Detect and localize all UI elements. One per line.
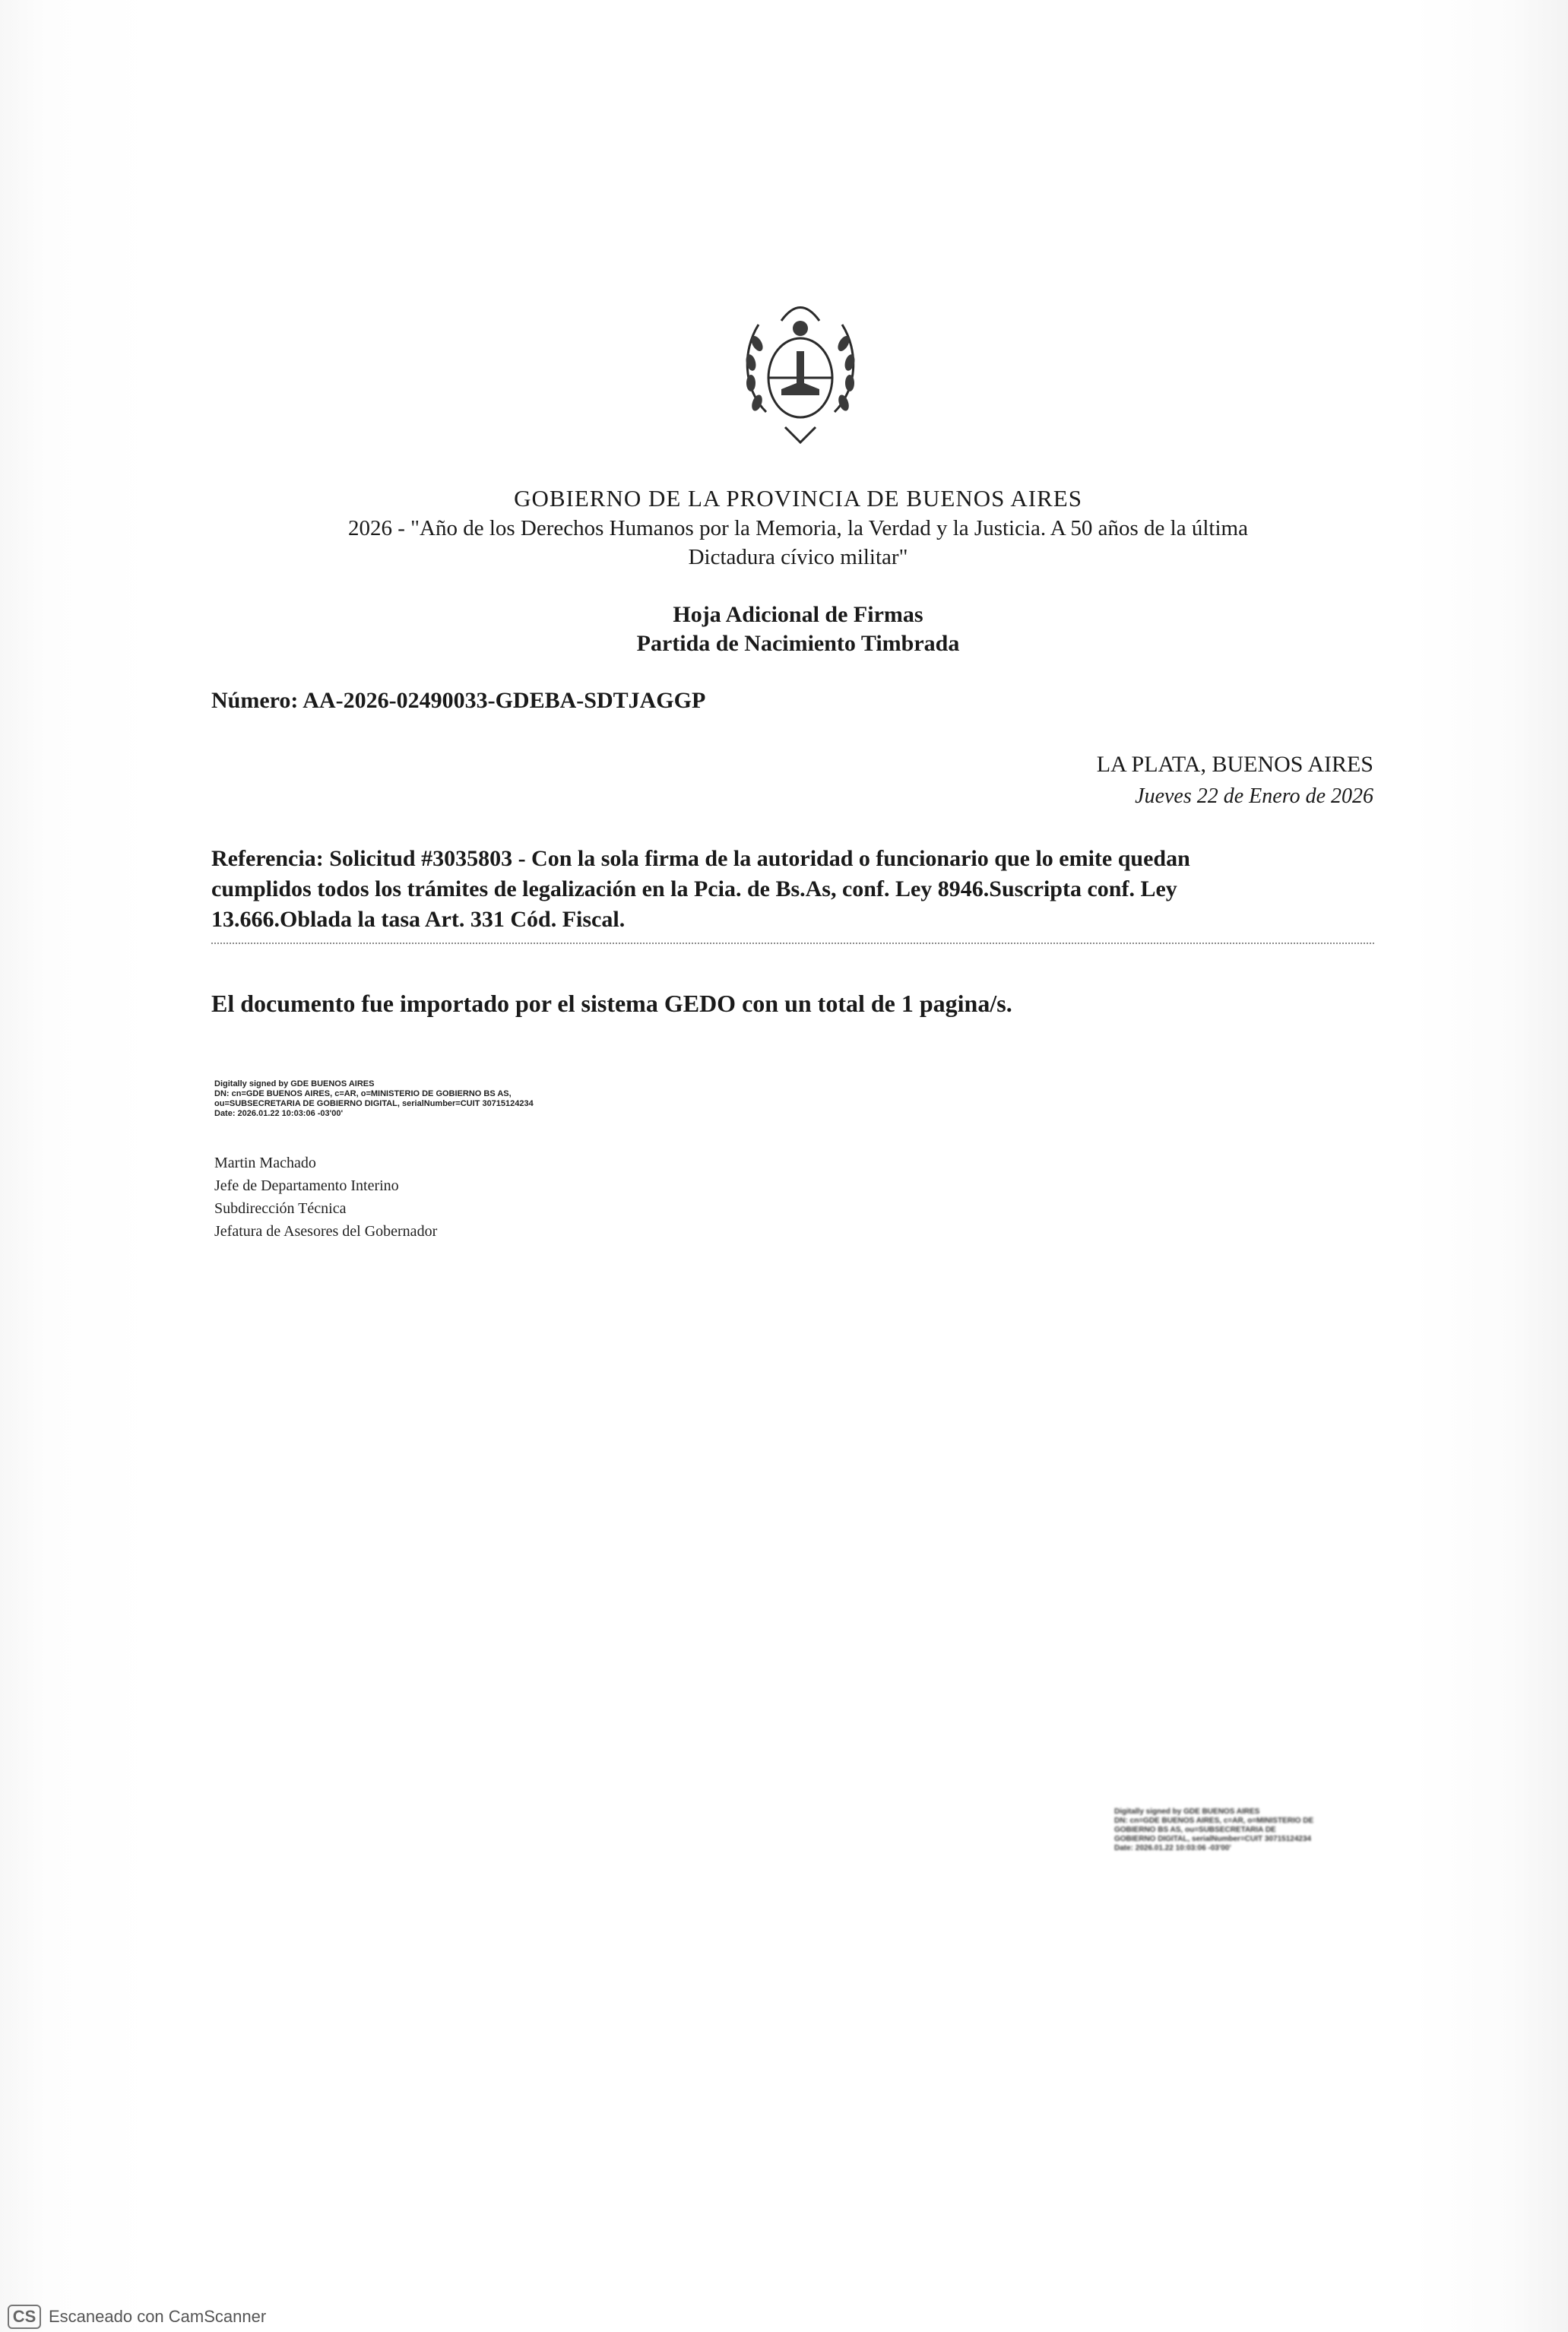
reference-text-1: Solicitud #3035803 - Con la sola firma de la autoridad o funcionario que lo emite quedan (329, 846, 1190, 871)
dotted-divider (211, 943, 1374, 944)
camscanner-logo-icon: CS (8, 2305, 41, 2329)
signer-block (214, 1152, 437, 1243)
digital-signature-line-2: DN: cn=GDE BUENOS AIRES, c=AR, o=MINISTERIO DE GOBIERNO BS AS, (214, 1089, 512, 1098)
date: Jueves 22 de Enero de 2026 (1135, 784, 1373, 808)
document-titles (190, 600, 1406, 658)
reference-line-2: cumplidos todos los trámites de legalización en la Pcia. de Bs.As, conf. Ley 8946.Suscripta conf. Ley (211, 876, 1177, 901)
reference-label: Referencia: (211, 846, 324, 871)
scanner-watermark-text: Escaneado con CamScanner (49, 2307, 267, 2326)
year-motto (190, 514, 1406, 572)
number-label: Número: (211, 688, 299, 713)
motto-line-1: 2026 - "Año de los Derechos Humanos por la Memoria, la Verdad y la Justicia. A 50 años de la última (348, 516, 1248, 540)
digital-signature-line-4: Date: 2026.01.22 10:03:06 -03'00' (214, 1109, 344, 1118)
digital-signature-line-3: ou=SUBSECRETARIA DE GOBIERNO DIGITAL, serialNumber=CUIT 30715124234 (214, 1099, 534, 1108)
secondary-signature-line-2: DN: cn=GDE BUENOS AIRES, c=AR, o=MINISTERIO DE (1114, 1817, 1314, 1825)
title-line-1: Hoja Adicional de Firmas (673, 602, 923, 627)
digital-signature-block (214, 1079, 534, 1119)
secondary-signature-line-1: Digitally signed by GDE BUENOS AIRES (1114, 1808, 1260, 1816)
signer-area: Jefatura de Asesores del Gobernador (214, 1223, 438, 1240)
coat-of-arms-seal (736, 298, 865, 450)
reference-paragraph (211, 844, 1374, 935)
reference-line-3: 13.666.Oblada la tasa Art. 331 Cód. Fiscal. (211, 907, 626, 932)
document-number (211, 688, 705, 714)
scanner-watermark (8, 2305, 266, 2329)
government-header: GOBIERNO DE LA PROVINCIA DE BUENOS AIRES (514, 485, 1082, 512)
gedo-statement: El documento fue importado por el sistema GEDO con un total de 1 pagina/s. (211, 990, 1012, 1017)
city: LA PLATA, BUENOS AIRES (1096, 752, 1373, 777)
motto-line-2: Dictadura cívico militar" (688, 545, 908, 569)
signer-name: Martin Machado (214, 1155, 316, 1171)
title-line-2: Partida de Nacimiento Timbrada (636, 631, 960, 656)
signer-position: Jefe de Departamento Interino (214, 1177, 399, 1194)
number-value: AA-2026-02490033-GDEBA-SDTJAGGP (303, 688, 706, 713)
reference-line-1 (211, 844, 1374, 874)
place-and-date (1097, 749, 1373, 813)
digital-signature-line-1: Digitally signed by GDE BUENOS AIRES (214, 1079, 375, 1088)
digital-signature-block-secondary (1114, 1808, 1433, 1853)
secondary-signature-line-5: Date: 2026.01.22 10:03:06 -03'00' (1114, 1844, 1231, 1852)
secondary-signature-line-4: GOBIERNO DIGITAL, serialNumber=CUIT 30715124234 (1114, 1835, 1312, 1843)
signer-office: Subdirección Técnica (214, 1200, 347, 1217)
secondary-signature-line-3: GOBIERNO BS AS, ou=SUBSECRETARIA DE (1114, 1826, 1276, 1834)
